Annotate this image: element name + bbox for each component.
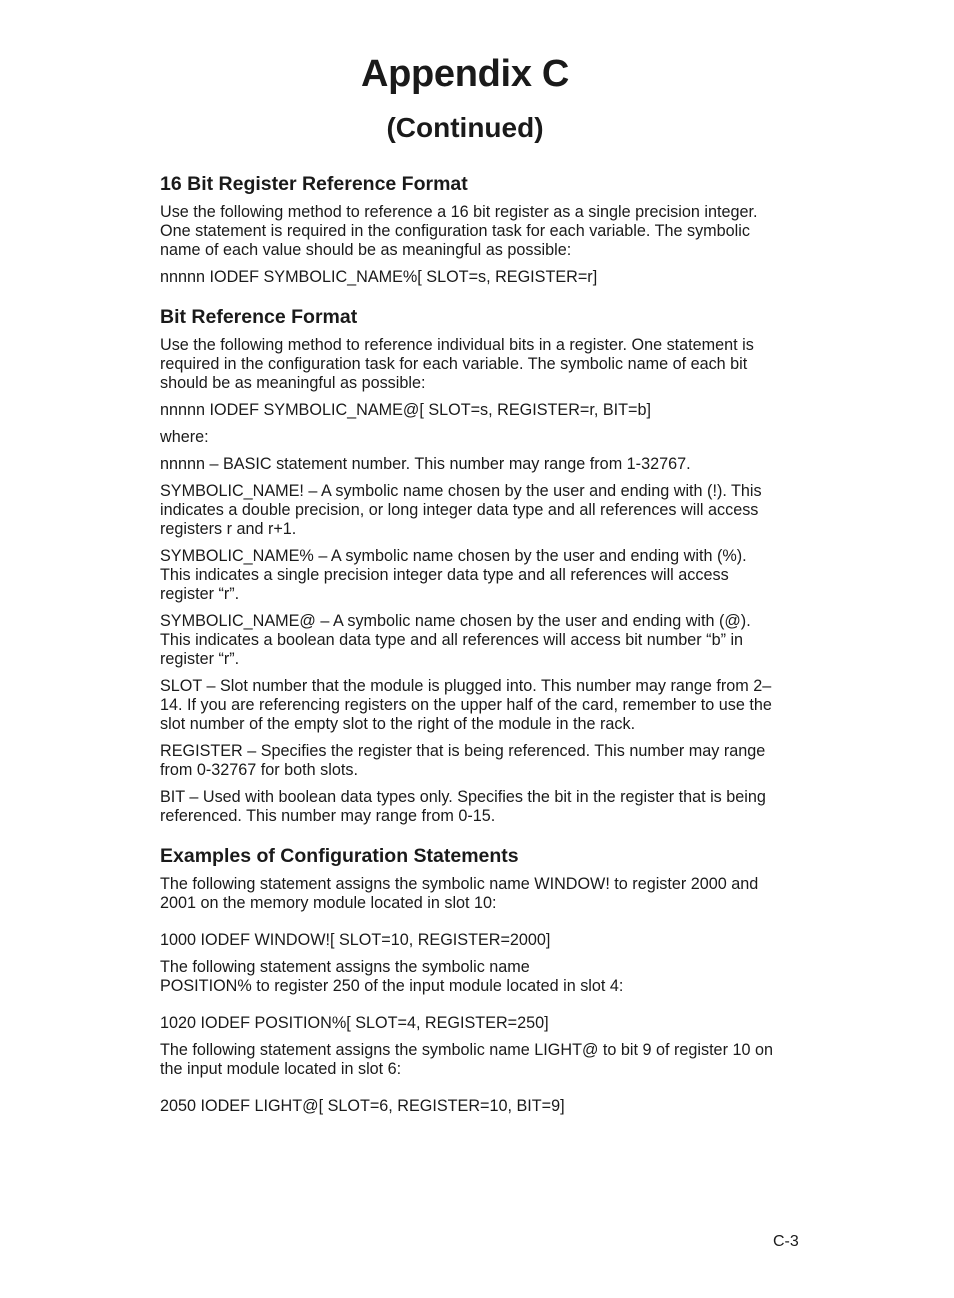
example-description: The following statement assigns the symbolic name LIGHT@ to bit 9 of register 10 on the input module located in slot 6: bbox=[160, 1041, 773, 1078]
page-subtitle: (Continued) bbox=[386, 112, 544, 143]
where-label: where: bbox=[160, 428, 209, 446]
section-examples bbox=[160, 844, 780, 1116]
section-heading: Bit Reference Format bbox=[160, 306, 358, 328]
definition-register: REGISTER – Specifies the register that is being referenced. This number may range from 0-32767 for both slots. bbox=[160, 742, 766, 779]
page-number: C-3 bbox=[773, 1233, 799, 1250]
syntax-statement: nnnnn IODEF SYMBOLIC_NAME@[ SLOT=s, REGISTER=r, BIT=b] bbox=[160, 401, 651, 419]
example-statement: 1020 IODEF POSITION%[ SLOT=4, REGISTER=250] bbox=[160, 1014, 549, 1032]
definition-bit: BIT – Used with boolean data types only. Specifies the bit in the register that is being referenced. This number may range from 0-15. bbox=[160, 788, 766, 825]
section-heading: Examples of Configuration Statements bbox=[160, 845, 519, 867]
example-description: The following statement assigns the symbolic name WINDOW! to register 2000 and 2001 on the memory module located in slot 10: bbox=[160, 875, 759, 912]
section-16-bit-register bbox=[160, 172, 780, 287]
definition-long-name: SYMBOLIC_NAME! – A symbolic name chosen by the user and ending with (!). This indicates a double precision, or long integer data type and all references will access registers r and r+1. bbox=[160, 482, 762, 538]
example-description-line: The following statement assigns the symbolic name bbox=[160, 958, 530, 976]
syntax-statement: nnnnn IODEF SYMBOLIC_NAME%[ SLOT=s, REGISTER=r] bbox=[160, 268, 598, 286]
example-statement: 2050 IODEF LIGHT@[ SLOT=6, REGISTER=10, BIT=9] bbox=[160, 1097, 565, 1115]
definition-integer-name: SYMBOLIC_NAME% – A symbolic name chosen by the user and ending with (%). This indicates a single precision integer data type and all references will access register “r”. bbox=[160, 547, 747, 603]
section-bit-reference bbox=[160, 305, 780, 826]
definition-boolean-name: SYMBOLIC_NAME@ – A symbolic name chosen by the user and ending with (@). This indicates a boolean data type and all references will access bit number “b” in register “r”. bbox=[160, 612, 751, 668]
definition-slot: SLOT – Slot number that the module is plugged into. This number may range from 2–14. If you are referencing registers on the upper half of the card, remember to use the slot number of the empty slot to the right of the module in the rack. bbox=[160, 677, 772, 733]
section-intro: Use the following method to reference individual bits in a register. One statement is required in the configuration task for each variable. The symbolic name of each bit should be as meaningful as possible: bbox=[160, 336, 754, 392]
section-heading: 16 Bit Register Reference Format bbox=[160, 173, 468, 195]
page-title: Appendix C bbox=[360, 53, 570, 95]
example-description bbox=[160, 958, 780, 996]
example-statement: 1000 IODEF WINDOW![ SLOT=10, REGISTER=2000] bbox=[160, 931, 551, 949]
document-body bbox=[160, 172, 780, 1134]
section-intro: Use the following method to reference a 16 bit register as a single precision integer. One statement is required in the configuration task for each variable. The symbolic name of each value should be as meaningful as possible: bbox=[160, 203, 758, 259]
definition-nnnnn: nnnnn – BASIC statement number. This number may range from 1-32767. bbox=[160, 455, 691, 473]
example-description-line: POSITION% to register 250 of the input module located in slot 4: bbox=[160, 977, 624, 995]
